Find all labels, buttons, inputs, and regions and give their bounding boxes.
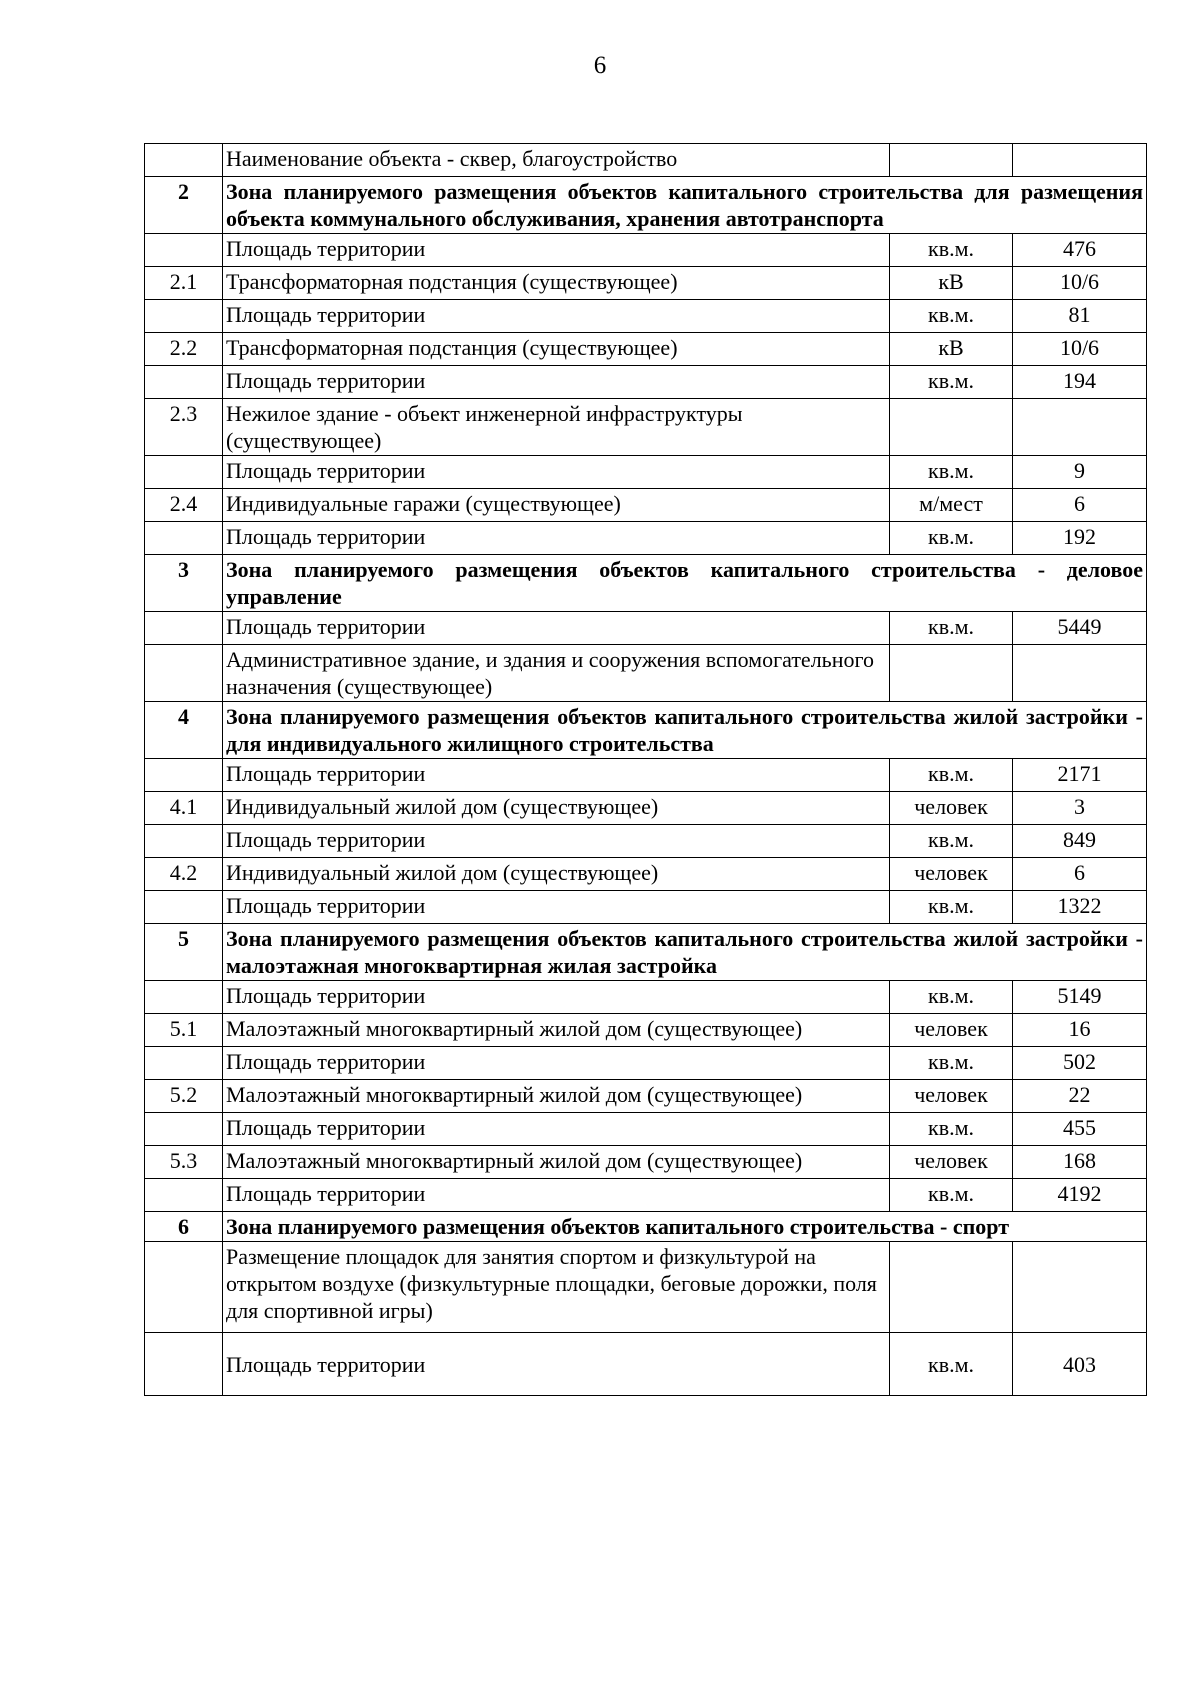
row-number-cell <box>145 825 223 858</box>
row-number-cell <box>145 234 223 267</box>
row-number-cell <box>145 759 223 792</box>
row-number-cell <box>145 300 223 333</box>
row-number-cell <box>145 1047 223 1080</box>
row-value-cell: 10/6 <box>1013 267 1147 300</box>
table-row <box>145 522 1147 555</box>
row-unit-cell: кв.м. <box>890 891 1013 924</box>
row-name-cell: Площадь территории <box>223 1333 890 1396</box>
zone-header-row <box>145 555 1147 612</box>
zones-table <box>144 143 1147 1396</box>
row-unit-cell: кв.м. <box>890 1333 1013 1396</box>
row-number-cell: 4.2 <box>145 858 223 891</box>
row-value-cell: 9 <box>1013 456 1147 489</box>
row-value-cell: 5449 <box>1013 612 1147 645</box>
table-row <box>145 1113 1147 1146</box>
row-number-cell: 5.2 <box>145 1080 223 1113</box>
row-value-cell: 6 <box>1013 858 1147 891</box>
row-name-cell: Площадь территории <box>223 612 890 645</box>
row-value-cell: 2171 <box>1013 759 1147 792</box>
row-unit-cell <box>890 144 1013 177</box>
row-name-cell: Площадь территории <box>223 1179 890 1212</box>
row-name-cell: Зона планируемого размещения объектов капитального строительства - деловое управление <box>223 555 1147 612</box>
row-unit-cell <box>890 645 1013 702</box>
row-value-cell: 3 <box>1013 792 1147 825</box>
row-value-cell: 81 <box>1013 300 1147 333</box>
row-unit-cell: кв.м. <box>890 612 1013 645</box>
row-value-cell <box>1013 1242 1147 1333</box>
row-unit-cell: кв.м. <box>890 366 1013 399</box>
row-name-cell: Зона планируемого размещения объектов капитального строительства для размещения объекта коммунального обслуживания, хранения автотранспорта <box>223 177 1147 234</box>
row-name-cell: Зона планируемого размещения объектов капитального строительства жилой застройки - малоэтажная многоквартирная жилая застройка <box>223 924 1147 981</box>
row-name-cell: Размещение площадок для занятия спортом и физкультурой на открытом воздухе (физкультурные площадки, беговые дорожки, поля для спортивной игры) <box>223 1242 890 1333</box>
zone-header-row <box>145 177 1147 234</box>
row-name-cell: Площадь территории <box>223 825 890 858</box>
row-value-cell <box>1013 399 1147 456</box>
table-row <box>145 645 1147 702</box>
table-row <box>145 612 1147 645</box>
row-unit-cell: кв.м. <box>890 759 1013 792</box>
row-value-cell <box>1013 645 1147 702</box>
row-number-cell <box>145 144 223 177</box>
row-unit-cell <box>890 1242 1013 1333</box>
row-name-cell: Малоэтажный многоквартирный жилой дом (существующее) <box>223 1146 890 1179</box>
row-value-cell: 455 <box>1013 1113 1147 1146</box>
row-name-cell: Индивидуальные гаражи (существующее) <box>223 489 890 522</box>
row-number-cell <box>145 645 223 702</box>
row-unit-cell: кВ <box>890 333 1013 366</box>
row-number-cell: 2 <box>145 177 223 234</box>
table-row <box>145 1179 1147 1212</box>
zone-header-row <box>145 702 1147 759</box>
table-row <box>145 858 1147 891</box>
row-value-cell: 476 <box>1013 234 1147 267</box>
row-name-cell: Площадь территории <box>223 1047 890 1080</box>
row-unit-cell: человек <box>890 792 1013 825</box>
row-number-cell: 2.2 <box>145 333 223 366</box>
row-unit-cell: кв.м. <box>890 456 1013 489</box>
row-number-cell: 3 <box>145 555 223 612</box>
row-name-cell: Площадь территории <box>223 1113 890 1146</box>
row-unit-cell: человек <box>890 1146 1013 1179</box>
row-value-cell: 16 <box>1013 1014 1147 1047</box>
table-row <box>145 792 1147 825</box>
table-row <box>145 891 1147 924</box>
row-unit-cell <box>890 399 1013 456</box>
row-number-cell: 6 <box>145 1212 223 1242</box>
row-name-cell: Индивидуальный жилой дом (существующее) <box>223 792 890 825</box>
row-value-cell: 194 <box>1013 366 1147 399</box>
table-row <box>145 144 1147 177</box>
row-name-cell: Административное здание, и здания и сооружения вспомогательного назначения (существующее) <box>223 645 890 702</box>
table-row <box>145 267 1147 300</box>
row-value-cell: 5149 <box>1013 981 1147 1014</box>
row-number-cell: 5.3 <box>145 1146 223 1179</box>
table-row <box>145 333 1147 366</box>
table-row <box>145 825 1147 858</box>
row-unit-cell: человек <box>890 1080 1013 1113</box>
row-name-cell: Трансформаторная подстанция (существующее) <box>223 267 890 300</box>
row-value-cell: 849 <box>1013 825 1147 858</box>
row-unit-cell: кв.м. <box>890 1047 1013 1080</box>
row-value-cell: 4192 <box>1013 1179 1147 1212</box>
table-row <box>145 1014 1147 1047</box>
row-name-cell: Площадь территории <box>223 456 890 489</box>
row-name-cell: Зона планируемого размещения объектов капитального строительства жилой застройки - для индивидуального жилищного строительства <box>223 702 1147 759</box>
row-name-cell: Малоэтажный многоквартирный жилой дом (существующее) <box>223 1080 890 1113</box>
row-number-cell: 2.4 <box>145 489 223 522</box>
row-value-cell: 403 <box>1013 1333 1147 1396</box>
row-value-cell <box>1013 144 1147 177</box>
zone-header-row <box>145 1212 1147 1242</box>
row-number-cell <box>145 891 223 924</box>
table-row <box>145 981 1147 1014</box>
row-value-cell: 192 <box>1013 522 1147 555</box>
row-number-cell <box>145 1179 223 1212</box>
table-row <box>145 399 1147 456</box>
table-row <box>145 234 1147 267</box>
row-name-cell: Нежилое здание - объект инженерной инфраструктуры (существующее) <box>223 399 890 456</box>
row-number-cell: 5.1 <box>145 1014 223 1047</box>
row-value-cell: 6 <box>1013 489 1147 522</box>
row-name-cell: Трансформаторная подстанция (существующее) <box>223 333 890 366</box>
page-number: 6 <box>593 52 607 79</box>
row-unit-cell: кв.м. <box>890 522 1013 555</box>
table-row <box>145 1146 1147 1179</box>
row-unit-cell: кв.м. <box>890 825 1013 858</box>
row-number-cell: 2.3 <box>145 399 223 456</box>
row-name-cell: Индивидуальный жилой дом (существующее) <box>223 858 890 891</box>
row-number-cell <box>145 1242 223 1333</box>
row-value-cell: 10/6 <box>1013 333 1147 366</box>
row-number-cell <box>145 456 223 489</box>
row-unit-cell: кв.м. <box>890 300 1013 333</box>
table-row <box>145 1047 1147 1080</box>
row-value-cell: 502 <box>1013 1047 1147 1080</box>
row-number-cell <box>145 981 223 1014</box>
row-number-cell <box>145 1333 223 1396</box>
table-row <box>145 489 1147 522</box>
row-unit-cell: человек <box>890 858 1013 891</box>
table-row <box>145 1333 1147 1396</box>
row-name-cell: Площадь территории <box>223 522 890 555</box>
row-name-cell: Малоэтажный многоквартирный жилой дом (существующее) <box>223 1014 890 1047</box>
row-number-cell <box>145 522 223 555</box>
zone-header-row <box>145 924 1147 981</box>
row-name-cell: Площадь территории <box>223 981 890 1014</box>
row-unit-cell: человек <box>890 1014 1013 1047</box>
table-row <box>145 1080 1147 1113</box>
zones-table-body <box>145 144 1147 1396</box>
row-value-cell: 1322 <box>1013 891 1147 924</box>
row-unit-cell: кв.м. <box>890 1113 1013 1146</box>
row-name-cell: Зона планируемого размещения объектов капитального строительства - спорт <box>223 1212 1147 1242</box>
row-number-cell <box>145 612 223 645</box>
row-unit-cell: кв.м. <box>890 1179 1013 1212</box>
row-value-cell: 22 <box>1013 1080 1147 1113</box>
table-row <box>145 1242 1147 1333</box>
row-number-cell: 2.1 <box>145 267 223 300</box>
row-unit-cell: кВ <box>890 267 1013 300</box>
row-value-cell: 168 <box>1013 1146 1147 1179</box>
table-row <box>145 456 1147 489</box>
row-name-cell: Площадь территории <box>223 300 890 333</box>
row-unit-cell: кв.м. <box>890 981 1013 1014</box>
row-name-cell: Площадь территории <box>223 234 890 267</box>
row-name-cell: Площадь территории <box>223 366 890 399</box>
table-row <box>145 300 1147 333</box>
row-number-cell <box>145 1113 223 1146</box>
row-name-cell: Площадь территории <box>223 891 890 924</box>
table-row <box>145 366 1147 399</box>
row-number-cell: 5 <box>145 924 223 981</box>
row-number-cell <box>145 366 223 399</box>
table-row <box>145 759 1147 792</box>
row-number-cell: 4.1 <box>145 792 223 825</box>
row-number-cell: 4 <box>145 702 223 759</box>
row-unit-cell: м/мест <box>890 489 1013 522</box>
row-name-cell: Наименование объекта - сквер, благоустройство <box>223 144 890 177</box>
row-name-cell: Площадь территории <box>223 759 890 792</box>
row-unit-cell: кв.м. <box>890 234 1013 267</box>
